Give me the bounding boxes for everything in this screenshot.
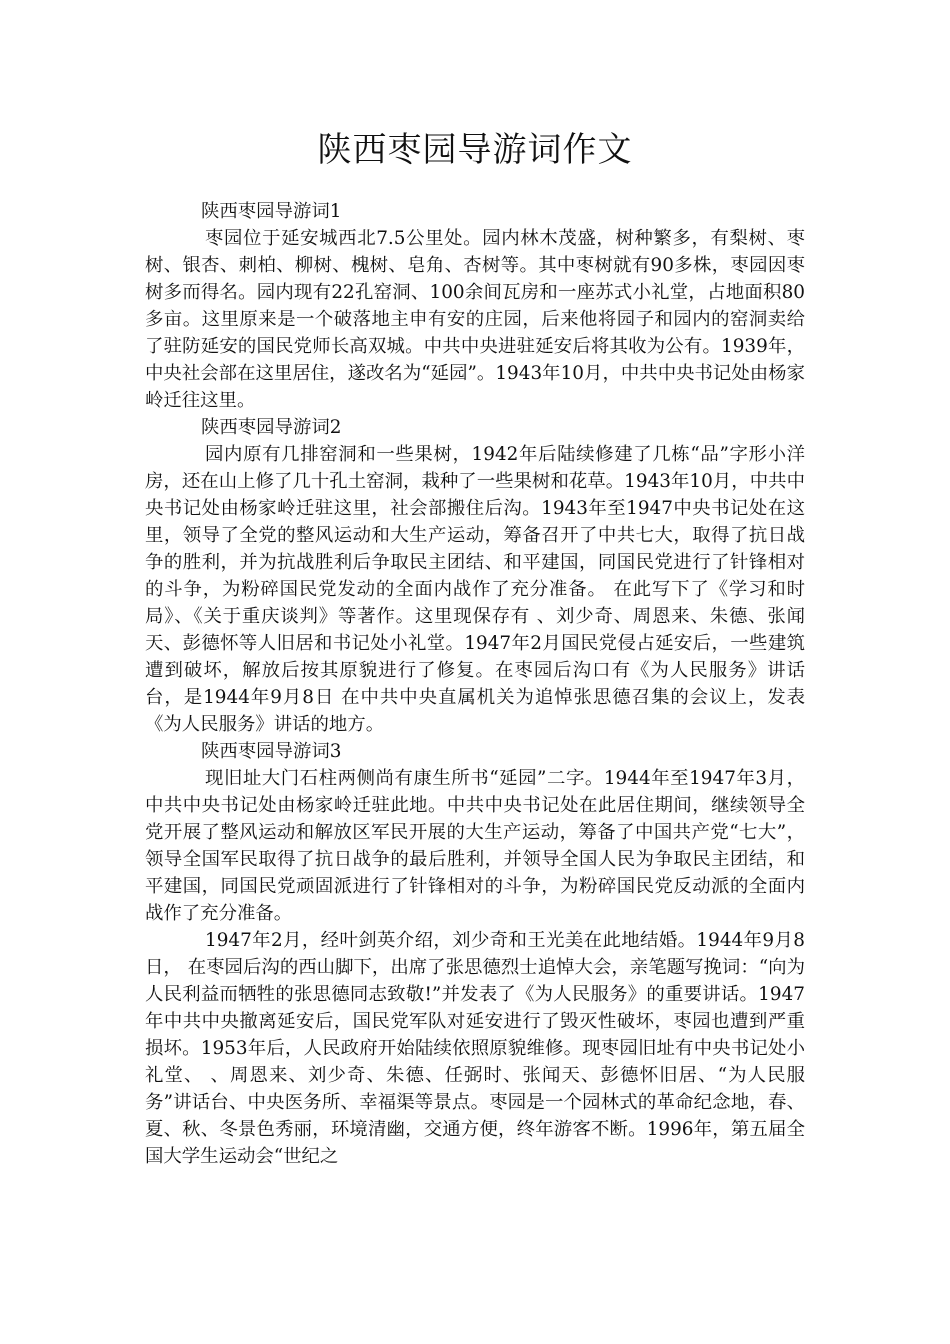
section-paragraph: 枣园位于延安城西北7.5公里处。园内林木茂盛，树种繁多，有梨树、枣树、银杏、刺柏、柳树、槐树、皂角、杏树等。其中枣树就有90多株，枣园因枣树多而得名。园内现有22孔窑洞、100余间瓦房和一座苏式小礼堂，占地面积80多亩。这里原来是一个破落地主申有安的庄园，后来他将园子和园内的窑洞卖给了驻防延安的国民党师长高双城。中共中央进驻延安后将其收为公有。1939年，中央社会部在这里居住，遂改名为“延园”。1943年10月，中共中央书记处由杨家岭迁往这里。 bbox=[145, 228, 805, 411]
section-paragraph: 1947年2月，经叶剑英介绍，刘少奇和王光美在此地结婚。1944年9月8日， 在枣园后沟的西山脚下，出席了张思德烈士追悼大会，亲笔题写挽词：“向为人民利益而牺牲的张思德同志致敬!”并发表了《为人民服务》的重要讲话。1947年中共中央撤离延安后，国民党军队对延安进行了毁灭性破坏，枣园也遭到严重损坏。1953年后，人民政府开始陆续依照原貌维修。现枣园旧址有中央书记处小礼堂、 、周恩来、刘少奇、朱德、任弼时、张闻天、彭德怀旧居、“为人民服务”讲话台、中央医务所、幸福渠等景点。枣园是一个园林式的革命纪念地，春、夏、秋、冬景色秀丽，环境清幽，交通方便，终年游客不断。1996年，第五届全国大学生运动会“世纪之 bbox=[145, 930, 805, 1167]
section-paragraph: 现旧址大门石柱两侧尚有康生所书“延园”二字。1944年至1947年3月，中共中央书记处由杨家岭迁驻此地。中共中央书记处在此居住期间，继续领导全党开展了整风运动和解放区军民开展的大生产运动，筹备了中国共产党“七大”，领导全国军民取得了抗日战争的最后胜利，并领导全国人民为争取民主团结，和平建国，同国民党顽固派进行了针锋相对的斗争，为粉碎国民党反动派的全面内战作了充分准备。 bbox=[145, 768, 805, 924]
document-body bbox=[145, 198, 805, 1170]
section-heading: 陕西枣园导游词1 bbox=[201, 201, 342, 222]
page-title: 陕西枣园导游词作文 bbox=[317, 130, 633, 170]
section-heading: 陕西枣园导游词2 bbox=[201, 417, 342, 438]
section-heading: 陕西枣园导游词3 bbox=[201, 741, 342, 762]
section-paragraph: 园内原有几排窑洞和一些果树，1942年后陆续修建了几栋“品”字形小洋房，还在山上修了几十孔土窑洞，栽种了一些果树和花草。1943年10月，中共中央书记处由杨家岭迁驻这里，社会部搬住后沟。1943年至1947中央书记处在这里，领导了全党的整风运动和大生产运动，筹备召开了中共七大，取得了抗日战争的胜利，并为抗战胜利后争取民主团结、和平建国，同国民党进行了针锋相对的斗争，为粉碎国民党发动的全面内战作了充分准备。 在此写下了《学习和时局》、《关于重庆谈判》等著作。这里现保存有 、刘少奇、周恩来、朱德、张闻天、彭德怀等人旧居和书记处小礼堂。1947年2月国民党侵占延安后，一些建筑遭到破坏，解放后按其原貌进行了修复。在枣园后沟口有《为人民服务》讲话台，是1944年9月8日 在中共中央直属机关为追悼张思德召集的会议上，发表《为人民服务》讲话的地方。 bbox=[145, 444, 805, 735]
